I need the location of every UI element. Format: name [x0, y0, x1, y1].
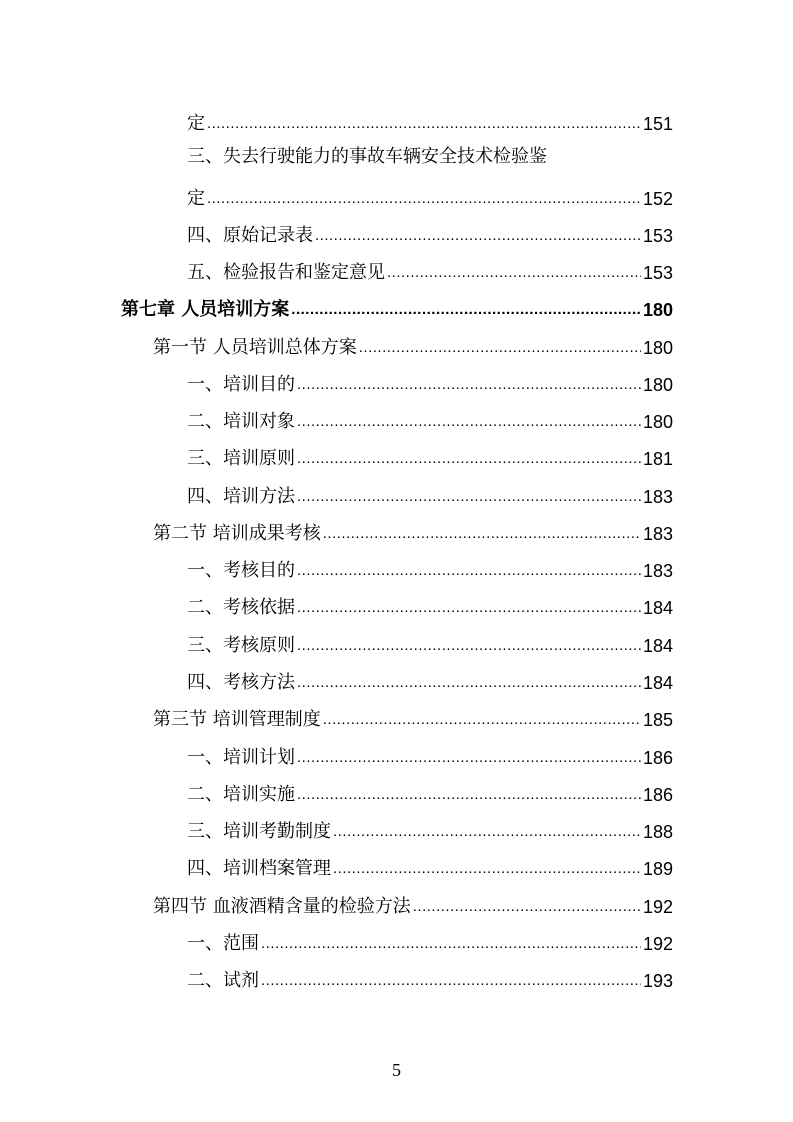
- toc-entry-label: 四、培训档案管理: [187, 858, 331, 879]
- toc-chapter-entry[interactable]: [121, 291, 673, 321]
- toc-entry-page: 180: [642, 412, 673, 432]
- toc-leader-dots: [297, 560, 641, 582]
- toc-entry-page: 184: [642, 673, 673, 693]
- toc-leader-dots: [261, 970, 641, 992]
- toc-entry[interactable]: [187, 478, 673, 508]
- toc-leader-dots: [297, 448, 641, 470]
- toc-entry[interactable]: [187, 627, 673, 657]
- toc-leader-dots: [207, 188, 641, 210]
- toc-entry-page: 180: [642, 300, 673, 320]
- toc-entry-label: 一、培训计划: [187, 747, 295, 768]
- toc-entry-page: 189: [642, 859, 673, 879]
- toc-leader-dots: [315, 225, 641, 247]
- toc-entry-label: 四、原始记录表: [187, 225, 313, 246]
- toc-leader-dots: [297, 374, 641, 396]
- toc-entry-label: 二、培训对象: [187, 411, 295, 432]
- toc-entry-label: 定: [187, 113, 205, 134]
- toc-entry-label: 一、范围: [187, 933, 259, 954]
- toc-entry-label: 四、培训方法: [187, 486, 295, 507]
- toc-entry-page: 186: [642, 748, 673, 768]
- toc-entry-page: 188: [642, 822, 673, 842]
- toc-entry-label: 四、考核方法: [187, 672, 295, 693]
- toc-entry-label: 二、考核依据: [187, 597, 295, 618]
- toc-leader-dots: [297, 672, 641, 694]
- toc-entry[interactable]: [187, 180, 673, 210]
- toc-leader-dots: [387, 262, 641, 284]
- toc-section-entry[interactable]: [153, 888, 673, 918]
- toc-entry[interactable]: [187, 403, 673, 433]
- toc-entry-label: 三、培训原则: [187, 448, 295, 469]
- toc-leader-dots: [297, 635, 641, 657]
- toc-entry-label: 第二节 培训成果考核: [153, 523, 321, 544]
- toc-entry-label: 第七章 人员培训方案: [121, 299, 290, 320]
- toc-entry-page: 181: [642, 449, 673, 469]
- toc-section-entry[interactable]: [153, 515, 673, 545]
- toc-leader-dots: [207, 113, 641, 135]
- toc-entry-wrapped-line[interactable]: 三、失去行驶能力的事故车辆安全技术检验鉴: [187, 146, 547, 167]
- toc-entry-page: 192: [642, 934, 673, 954]
- toc-entry-page: 193: [642, 971, 673, 991]
- toc-entry[interactable]: [187, 813, 673, 843]
- toc-entry-page: 152: [642, 189, 673, 209]
- toc-entry[interactable]: [187, 552, 673, 582]
- toc-section-entry[interactable]: [153, 329, 673, 359]
- toc-entry-page: 151: [642, 114, 673, 134]
- toc-entry-page: 180: [642, 375, 673, 395]
- toc-leader-dots: [323, 523, 641, 545]
- toc-entry[interactable]: [187, 217, 673, 247]
- toc-leader-dots: [323, 709, 641, 731]
- toc-leader-dots: [413, 896, 641, 918]
- toc-entry-page: 184: [642, 636, 673, 656]
- toc-entry-page: 183: [642, 487, 673, 507]
- toc-entry-page: 192: [642, 897, 673, 917]
- toc-leader-dots: [297, 411, 641, 433]
- toc-leader-dots: [291, 299, 641, 321]
- toc-entry[interactable]: [187, 366, 673, 396]
- toc-entry[interactable]: [187, 925, 673, 955]
- toc-leader-dots: [297, 747, 641, 769]
- toc-entry-label: 二、试剂: [187, 970, 259, 991]
- toc-leader-dots: [333, 821, 641, 843]
- toc-entry-page: 153: [642, 226, 673, 246]
- toc-entry[interactable]: [187, 254, 673, 284]
- toc-leader-dots: [333, 858, 641, 880]
- toc-entry-page: 186: [642, 785, 673, 805]
- toc-entry-label: 第三节 培训管理制度: [153, 709, 321, 730]
- toc-entry[interactable]: [187, 776, 673, 806]
- toc-entry-label: 定: [187, 188, 205, 209]
- toc-section-entry[interactable]: [153, 701, 673, 731]
- toc-entry-page: 183: [642, 524, 673, 544]
- toc-entry-page: 183: [642, 561, 673, 581]
- toc-entry-label: 一、培训目的: [187, 374, 295, 395]
- toc-entry[interactable]: [187, 664, 673, 694]
- toc-entry[interactable]: [187, 850, 673, 880]
- toc-entry[interactable]: [187, 962, 673, 992]
- toc-entry-page: 180: [642, 338, 673, 358]
- toc-entry-label: 第一节 人员培训总体方案: [153, 337, 357, 358]
- toc-entry-label: 五、检验报告和鉴定意见: [187, 262, 385, 283]
- toc-entry-page: 153: [642, 263, 673, 283]
- toc-entry-label: 三、考核原则: [187, 635, 295, 656]
- toc-leader-dots: [261, 933, 641, 955]
- toc-leader-dots: [359, 337, 641, 359]
- toc-entry[interactable]: [187, 105, 673, 135]
- toc-entry-label: 三、培训考勤制度: [187, 821, 331, 842]
- toc-entry-label: 二、培训实施: [187, 784, 295, 805]
- toc-entry[interactable]: [187, 440, 673, 470]
- toc-entry-label: 第四节 血液酒精含量的检验方法: [153, 896, 411, 917]
- toc-entry[interactable]: [187, 589, 673, 619]
- toc-leader-dots: [297, 784, 641, 806]
- toc-leader-dots: [297, 486, 641, 508]
- page-number: 5: [392, 1060, 401, 1080]
- toc-entry-page: 185: [642, 710, 673, 730]
- toc-leader-dots: [297, 597, 641, 619]
- toc-entry[interactable]: [187, 739, 673, 769]
- toc-entry-label: 一、考核目的: [187, 560, 295, 581]
- toc-entry-page: 184: [642, 598, 673, 618]
